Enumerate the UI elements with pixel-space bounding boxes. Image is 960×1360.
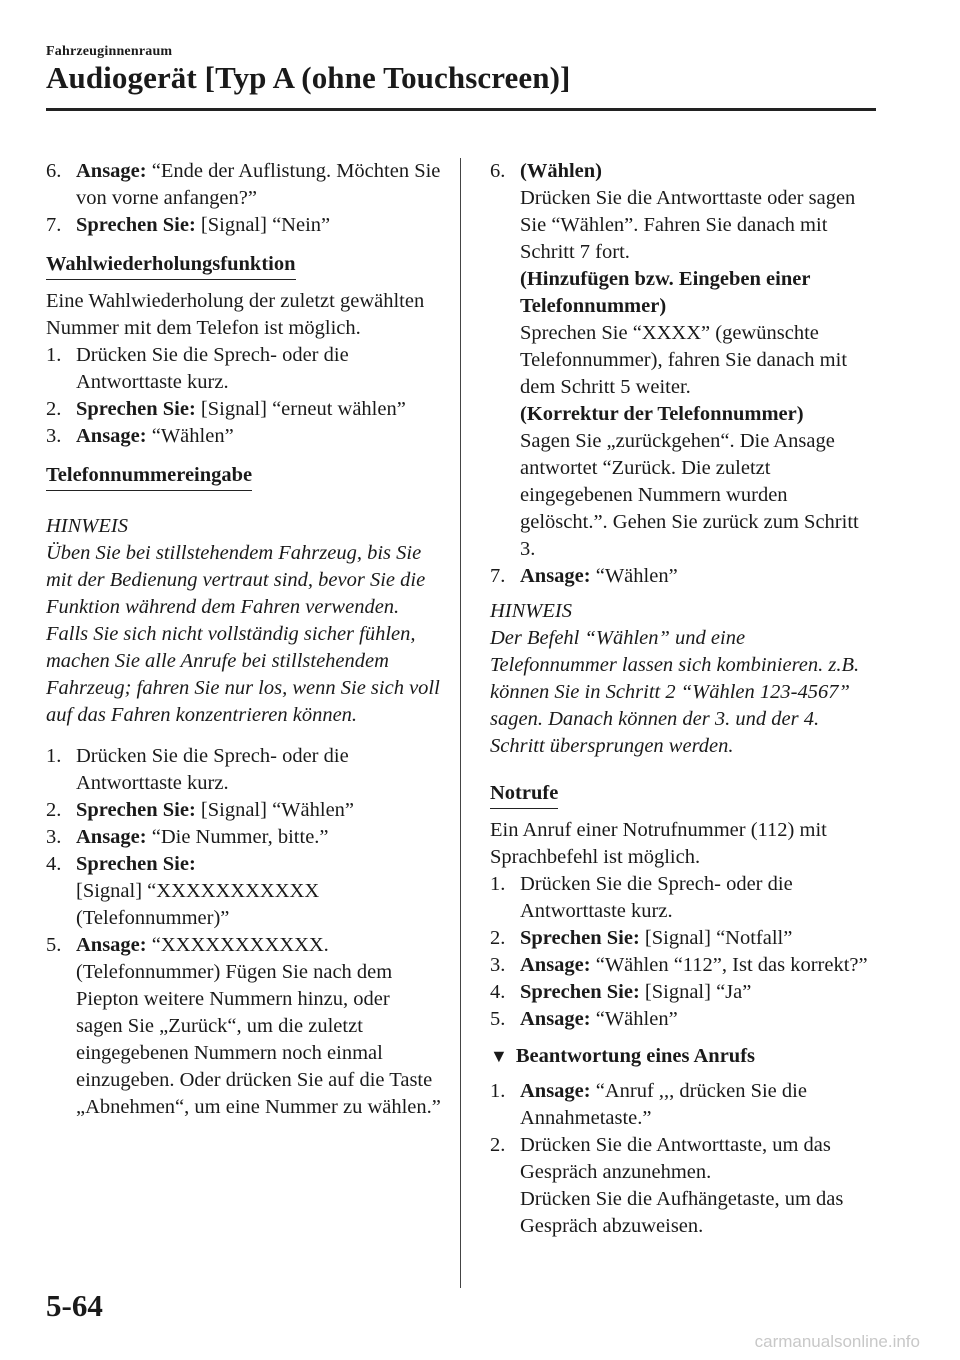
page-title: Audiogerät [Typ A (ohne Touchscreen)] (46, 60, 571, 95)
step-number: 1. (46, 344, 62, 366)
step-number: 2. (46, 398, 62, 420)
list-item (490, 871, 875, 925)
note-title: HINWEIS (46, 515, 128, 537)
redial-paragraph: Eine Wahlwiederholung der zuletzt gewählten Nummer mit dem Telefon ist möglich. (46, 290, 425, 339)
list-item (490, 1132, 875, 1240)
step-number: 2. (490, 1134, 506, 1156)
list-item (490, 158, 875, 563)
step-label: Sprechen Sie: (76, 214, 196, 236)
step-text: “Ende der Auflistung. Möchten Sie von vorne anfangen?” (76, 160, 441, 209)
list-item (490, 1078, 875, 1132)
step-text: “Wählen” (595, 1008, 678, 1030)
right-column (490, 158, 875, 1240)
list-item (490, 925, 875, 952)
heading-number-entry: Telefonnummereingabe (46, 462, 252, 491)
left-column (46, 158, 441, 1121)
step-number: 1. (490, 873, 506, 895)
step-text: [Signal] “Nein” (200, 214, 331, 236)
heading-answer-label: Beantwortung eines Anrufs (515, 1045, 756, 1067)
step-text: “Wählen” (595, 565, 678, 587)
step-text: “Anruf ,,, drücken Sie die Annahmetaste.” (520, 1080, 807, 1129)
option-heading: (Hinzufügen bzw. Eingeben einer Telefonnummer) (520, 268, 811, 317)
step-text: [Signal] “XXXXXXXXXXX (Telefonnummer)” (76, 880, 320, 929)
step-number: 4. (490, 981, 506, 1003)
step-text: Drücken Sie die Antworttaste, um das Gespräch anzunehmen. (520, 1134, 831, 1183)
step-label: Ansage: (520, 1080, 591, 1102)
step-number: 1. (490, 1080, 506, 1102)
step-number: 5. (46, 934, 62, 956)
list-item (46, 396, 441, 423)
step-number: 6. (490, 160, 506, 182)
list-item (46, 342, 441, 396)
step-number: 3. (46, 425, 62, 447)
step-text: “XXXXXXXXXXX. (Telefonnummer) Fügen Sie nach dem Piepton weitere Nummern hinzu, oder sagen Sie „Zurück“, um die zuletzt eingegebenen Nummern noch einmal einzugeben. Oder drücken Sie auf die Taste „Abnehmen“, um eine Nummer zu wählen.” (76, 934, 441, 1118)
list-item (46, 423, 441, 450)
step-text: [Signal] “Wählen” (200, 799, 355, 821)
option-heading: (Wählen) (520, 160, 602, 182)
watermark: carmanualsonline.info (754, 1332, 920, 1351)
step-number: 5. (490, 1008, 506, 1030)
option-text: Drücken Sie die Antworttaste oder sagen Sie “Wählen”. Fahren Sie danach mit Schritt 7 fort. (520, 187, 856, 263)
step-number: 3. (490, 954, 506, 976)
step-text: “Die Nummer, bitte.” (151, 826, 329, 848)
step-label: Ansage: (520, 1008, 591, 1030)
list-item (490, 1006, 875, 1033)
step-text: Drücken Sie die Sprech- oder die Antworttaste kurz. (520, 873, 793, 922)
step-text: Drücken Sie die Sprech- oder die Antworttaste kurz. (76, 344, 349, 393)
note-title: HINWEIS (490, 600, 572, 622)
step-label: Ansage: (76, 826, 147, 848)
triangle-down-icon: ▼ (490, 1046, 508, 1066)
step-number: 6. (46, 160, 62, 182)
step-text: “Wählen “112”, Ist das korrekt?” (595, 954, 868, 976)
list-item (46, 797, 441, 824)
step-text: Drücken Sie die Sprech- oder die Antworttaste kurz. (76, 745, 349, 794)
list-item (46, 743, 441, 797)
step-number: 7. (490, 565, 506, 587)
step-number: 7. (46, 214, 62, 236)
step-label: Ansage: (520, 565, 591, 587)
step-label: Sprechen Sie: (76, 853, 196, 875)
step-number: 3. (46, 826, 62, 848)
note-text: Der Befehl “Wählen” und eine Telefonnummer lassen sich kombinieren. z.B. können Sie in Schritt 2 “Wählen 123-4567” sagen. Danach können der 3. und der 4. Schritt übersprungen werden. (490, 627, 860, 757)
note-text: Üben Sie bei stillstehendem Fahrzeug, bis Sie mit der Bedienung vertraut sind, bevor Sie die Funktion während dem Fahren verwenden. Falls Sie sich nicht vollständig sicher fühlen, machen Sie alle Anrufe bei stillstehendem Fahrzeug; fahren Sie nur los, wenn Sie sich voll auf das Fahren konzentrieren können. (46, 542, 440, 726)
list-item (490, 979, 875, 1006)
step-label: Sprechen Sie: (520, 927, 640, 949)
list-item (490, 563, 875, 590)
emergency-paragraph: Ein Anruf einer Notrufnummer (112) mit Sprachbefehl ist möglich. (490, 819, 827, 868)
list-item (46, 851, 441, 932)
step-text: “Wählen” (151, 425, 234, 447)
heading-emergency: Notrufe (490, 780, 558, 809)
option-heading: (Korrektur der Telefonnummer) (520, 403, 804, 425)
list-item (46, 212, 441, 239)
step-label: Sprechen Sie: (520, 981, 640, 1003)
list-item (490, 952, 875, 979)
list-item (46, 932, 441, 1121)
step-label: Ansage: (76, 934, 147, 956)
page-number: 5-64 (46, 1288, 103, 1323)
step-label: Ansage: (76, 425, 147, 447)
option-text: Sprechen Sie “XXXX” (gewünschte Telefonnummer), fahren Sie danach mit dem Schritt 5 weiter. (520, 322, 848, 398)
list-item (46, 824, 441, 851)
step-number: 2. (46, 799, 62, 821)
step-number: 1. (46, 745, 62, 767)
step-label: Ansage: (76, 160, 147, 182)
section-label: Fahrzeuginnenraum (46, 44, 173, 59)
step-number: 2. (490, 927, 506, 949)
heading-redial: Wahlwiederholungsfunktion (46, 251, 296, 280)
step-label: Sprechen Sie: (76, 398, 196, 420)
step-text: [Signal] “Notfall” (644, 927, 793, 949)
option-text: Sagen Sie „zurückgehen“. Die Ansage antwortet “Zurück. Die zuletzt eingegebenen Nummern wurden gelöscht.”. Gehen Sie zurück zum Schritt 3. (520, 430, 859, 560)
step-text: [Signal] “erneut wählen” (200, 398, 406, 420)
title-rule (46, 108, 876, 111)
step-text: [Signal] “Ja” (644, 981, 752, 1003)
step-number: 4. (46, 853, 62, 875)
heading-answer-call (490, 1043, 875, 1070)
step-text: Drücken Sie die Aufhängetaste, um das Gespräch abzuweisen. (520, 1188, 844, 1237)
step-label: Ansage: (520, 954, 591, 976)
column-divider (460, 158, 461, 1288)
list-item (46, 158, 441, 212)
step-label: Sprechen Sie: (76, 799, 196, 821)
